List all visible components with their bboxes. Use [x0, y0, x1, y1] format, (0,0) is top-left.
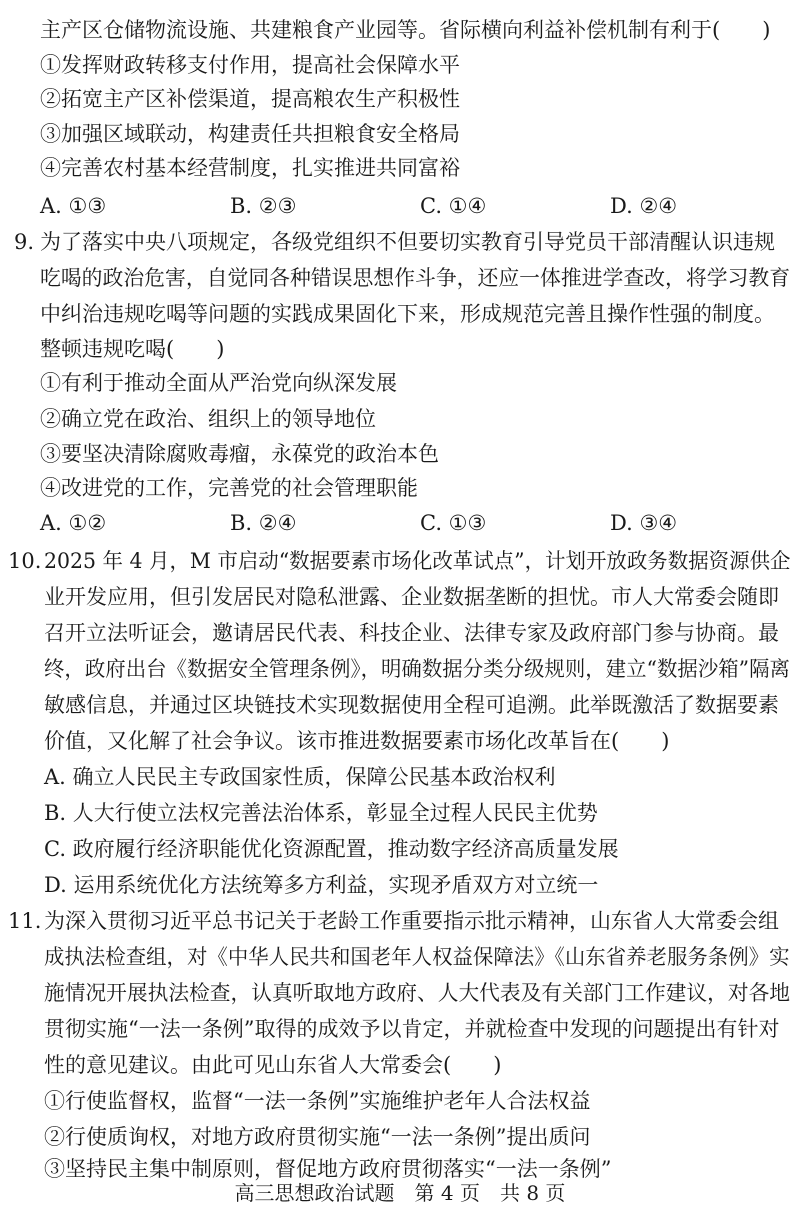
q9-choice-b: B. ②④: [230, 511, 297, 535]
q8-choice-d: D. ②④: [610, 194, 678, 218]
q9-stem-line-1: 为了落实中央八项规定，各级党组织不但要切实教育引导党员干部清醒认识违规: [40, 230, 775, 254]
q8-choice-c: C. ①④: [420, 194, 487, 218]
q11-option-1: ①行使监督权，监督“一法一条例”实施维护老年人合法权益: [44, 1089, 591, 1113]
q8-option-4: ④完善农村基本经营制度，扎实推进共同富裕: [40, 156, 460, 180]
q11-option-2: ②行使质询权，对地方政府贯彻实施“一法一条例”提出质问: [44, 1125, 591, 1149]
q10-stem-line-1: 2025 年 4 月，M 市启动“数据要素市场化改革试点”，计划开放政务数据资源供企: [44, 549, 791, 573]
q11-stem-line-4: 贯彻实施“一法一条例”取得的成效予以肯定，并就检查中发现的问题提出有针对: [44, 1017, 780, 1041]
q8-option-1: ①发挥财政转移支付作用，提高社会保障水平: [40, 53, 460, 77]
q8-choice-b: B. ②③: [230, 194, 297, 218]
q9-number: 9.: [14, 230, 35, 254]
q9-option-2: ②确立党在政治、组织上的领导地位: [40, 407, 376, 431]
q9-stem-line-3: 中纠治违规吃喝等问题的实践成果固化下来，形成规范完善且操作性强的制度。: [40, 302, 775, 326]
q11-stem-line-1: 为深入贯彻习近平总书记关于老龄工作重要指示批示精神，山东省人大常委会组: [44, 909, 779, 933]
q9-choices: [40, 506, 740, 540]
q11-stem-line-5: 性的意见建议。由此可见山东省人大常委会( ): [44, 1053, 502, 1077]
q10-stem-line-6: 价值，又化解了社会争议。该市推进数据要素市场化改革旨在( ): [44, 729, 670, 753]
q9-option-1: ①有利于推动全面从严治党向纵深发展: [40, 371, 397, 395]
q9-choice-d: D. ③④: [610, 511, 678, 535]
q10-stem-line-3: 召开立法听证会，邀请居民代表、科技企业、法律专家及政府部门参与协商。最: [44, 621, 779, 645]
q10-number: 10.: [8, 549, 42, 573]
q10-option-b: B. 人大行使立法权完善法治体系，彰显全过程人民民主优势: [44, 801, 598, 825]
q10-option-a: A. 确立人民民主专政国家性质，保障公民基本政治权利: [44, 765, 556, 789]
q11-stem-line-2: 成执法检查组，对《中华人民共和国老年人权益保障法》《山东省养老服务条例》实: [44, 945, 790, 969]
q8-option-2: ②拓宽主产区补偿渠道，提高粮农生产积极性: [40, 87, 460, 111]
q9-option-3: ③要坚决清除腐败毒瘤，永葆党的政治本色: [40, 442, 439, 466]
q9-option-4: ④改进党的工作，完善党的社会管理职能: [40, 476, 418, 500]
q9-stem-line-4: 整顿违规吃喝( ): [40, 337, 225, 361]
q11-stem-line-3: 施情况开展执法检查，认真听取地方政府、人大代表及有关部门工作建议，对各地: [44, 981, 791, 1005]
q8-stem-tail: 主产区仓储物流设施、共建粮食产业园等。省际横向利益补偿机制有利于( ): [40, 18, 771, 42]
q10-stem-line-5: 敏感信息，并通过区块链技术实现数据使用全程可追溯。此举既激活了数据要素: [44, 693, 779, 717]
q10-option-d: D. 运用系统优化方法统筹多方利益，实现矛盾双方对立统一: [44, 873, 599, 897]
q8-option-3: ③加强区域联动，构建责任共担粮食安全格局: [40, 122, 460, 146]
q9-choice-c: C. ①③: [420, 511, 487, 535]
q8-choice-a: A. ①③: [40, 194, 107, 218]
q11-number: 11.: [8, 909, 42, 933]
q10-option-c: C. 政府履行经济职能优化资源配置，推动数字经济高质量发展: [44, 837, 619, 861]
q10-stem-line-4: 终，政府出台《数据安全管理条例》，明确数据分类分级规则，建立“数据沙箱”隔离: [44, 657, 790, 681]
q9-stem-line-2: 吃喝的政治危害，自觉同各种错误思想作斗争，还应一体推进学查改，将学习教育: [40, 266, 791, 290]
page-footer: 高三思想政治试题 第 4 页 共 8 页: [234, 1181, 566, 1205]
q10-stem-line-2: 业开发应用，但引发居民对隐私泄露、企业数据垄断的担忧。市人大常委会随即: [44, 585, 779, 609]
q9-choice-a: A. ①②: [40, 511, 107, 535]
q8-choices: [40, 189, 740, 223]
q11-option-3: ③坚持民主集中制原则，督促地方政府贯彻落实“一法一条例”: [44, 1157, 612, 1181]
